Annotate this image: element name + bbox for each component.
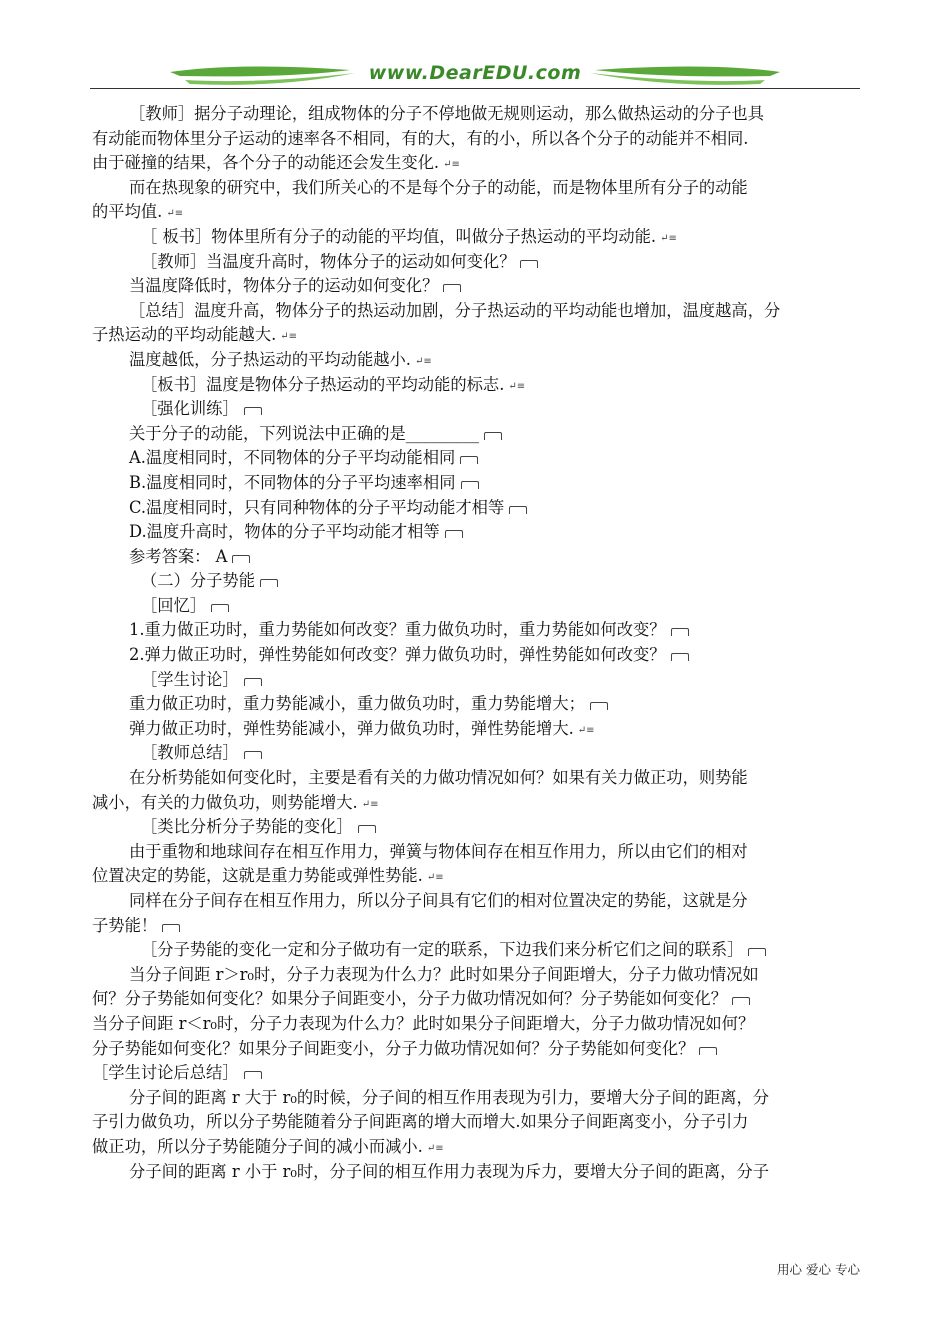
page-header [90, 58, 860, 92]
text-line [92, 545, 860, 570]
line-text: 当分子间距 r＞r₀时，分子力表现为什么力？此时如果分子间距增大，分子力做功情况如 [129, 964, 759, 984]
line-text: 位置决定的势能，这就是重力势能或弹性势能. [92, 866, 423, 886]
text-line [92, 963, 860, 988]
line-text: 子势能！ [92, 915, 158, 935]
line-break-mark-icon [358, 825, 376, 833]
paragraph-mark-icon: ↵≡ [443, 159, 460, 171]
line-break-mark-icon [244, 1071, 262, 1079]
line-text: C.温度相同时，只有同种物体的分子平均动能才相等 [129, 497, 505, 517]
line-text: 的平均值. [92, 202, 163, 222]
line-text: 重力做正功时，重力势能减小，重力做负功时，重力势能增大； [129, 694, 585, 714]
text-line [92, 176, 860, 201]
line-break-mark-icon [232, 555, 250, 563]
line-text: 在分析势能如何变化时，主要是看有关的力做功情况如何？如果有关力做正功，则势能 [129, 768, 748, 788]
text-line [92, 840, 860, 865]
line-text: 2.弹力做正功时，弹性势能如何改变？弹力做负功时，弹性势能如何改变？ [129, 645, 666, 665]
paragraph-mark-icon: ↵≡ [508, 380, 526, 392]
text-line [92, 569, 860, 594]
text-line [92, 127, 860, 152]
line-text: ［学生讨论］ [141, 669, 239, 689]
text-line [92, 225, 860, 250]
line-break-mark-icon [244, 678, 262, 686]
line-text: ［教师］当温度升高时，物体分子的运动如何变化？ [141, 251, 516, 271]
line-text: ［强化训练］ [141, 399, 239, 419]
text-line [92, 864, 860, 889]
line-text: 同样在分子间存在相互作用力，所以分子间具有它们的相对位置决定的势能，这就是分 [129, 891, 748, 910]
text-line [92, 1012, 860, 1037]
line-break-mark-icon [748, 948, 766, 956]
line-text: 由于重物和地球间存在相互作用力，弹簧与物体间存在相互作用力，所以由它们的相对 [129, 841, 748, 861]
text-line [92, 668, 860, 693]
text-line [92, 914, 860, 939]
paragraph-mark-icon: ↵≡ [660, 232, 677, 244]
line-text: 温度越低，分子热运动的平均动能越小. [129, 349, 411, 369]
line-text: ［教师总结］ [141, 743, 239, 763]
text-line [92, 496, 860, 521]
line-break-mark-icon [484, 432, 502, 440]
paragraph-mark-icon: ↵≡ [166, 208, 184, 220]
text-line [92, 594, 860, 619]
text-line [92, 643, 860, 668]
paragraph-mark-icon: ↵≡ [577, 724, 595, 736]
text-line [92, 200, 860, 225]
line-text: 减小，有关的力做负功，则势能增大. [92, 792, 358, 812]
text-line [92, 938, 860, 963]
header-divider [90, 88, 860, 89]
line-break-mark-icon [162, 924, 180, 932]
text-line [92, 446, 860, 471]
footer-slogan: 用心 爱心 专心 [777, 1262, 860, 1277]
line-text: 1.重力做正功时，重力势能如何改变？重力做负功时，重力势能如何改变？ [129, 620, 666, 640]
line-text: 分子间的距离 r 大于 r₀的时候，分子间的相互作用表现为引力，要增大分子间的距离，分 [129, 1087, 770, 1107]
line-break-mark-icon [699, 1047, 717, 1055]
document-body [92, 102, 860, 1184]
line-break-mark-icon [460, 456, 478, 464]
paragraph-mark-icon: ↵≡ [426, 1142, 444, 1154]
line-text: 由于碰撞的结果，各个分子的动能还会发生变化. [92, 153, 440, 173]
text-line [92, 1086, 860, 1111]
paragraph-mark-icon: ↵≡ [361, 798, 379, 810]
text-line [92, 987, 860, 1012]
line-text: B.温度相同时，不同物体的分子平均速率相同 [129, 472, 456, 492]
text-line [92, 151, 860, 176]
text-line [92, 766, 860, 791]
line-break-mark-icon [509, 506, 527, 514]
line-break-mark-icon [520, 260, 538, 268]
text-line [92, 1135, 860, 1160]
line-text: ［回忆］ [141, 595, 207, 615]
paragraph-mark-icon: ↵≡ [426, 872, 444, 884]
text-line [92, 397, 860, 422]
line-text: 子引力做负功，所以分子势能随着分子间距离的增大而增大.如果分子间距离变小，分子引力 [92, 1112, 749, 1132]
text-line [92, 323, 860, 348]
line-break-mark-icon [445, 530, 463, 538]
line-text: D.温度升高时，物体的分子平均动能才相等 [129, 522, 440, 542]
line-text: 分子势能如何变化？如果分子间距变小，分子力做功情况如何？分子势能如何变化？ [92, 1038, 695, 1058]
line-text: （二）分子势能 [141, 571, 255, 591]
line-break-mark-icon [443, 284, 461, 292]
text-line [92, 299, 860, 324]
text-line [92, 348, 860, 373]
line-text: 何？分子势能如何变化？如果分子间距变小，分子力做功情况如何？分子势能如何变化？ [92, 989, 727, 1009]
line-text: 当分子间距 r＜r₀时，分子力表现为什么力？此时如果分子间距增大，分子力做功情况如何？ [92, 1013, 755, 1033]
line-text: ［教师］据分子动理论，组成物体的分子不停地做无规则运动，那么做热运动的分子也具 [129, 104, 764, 123]
line-text: 子热运动的平均动能越大. [92, 325, 277, 345]
line-text: 而在热现象的研究中，我们所关心的不是每个分子的动能，而是物体里所有分子的动能 [129, 177, 748, 197]
text-line [92, 1110, 860, 1135]
line-text: ［类比分析分子势能的变化］ [141, 817, 353, 837]
line-break-mark-icon [590, 702, 608, 710]
line-text: 弹力做正功时，弹性势能减小，弹力做负功时，弹性势能增大. [129, 718, 574, 738]
line-break-mark-icon [211, 604, 229, 612]
text-line [92, 520, 860, 545]
text-line [92, 250, 860, 275]
line-break-mark-icon [244, 751, 262, 759]
paragraph-mark-icon: ↵≡ [280, 331, 298, 343]
text-line [92, 1061, 860, 1086]
text-line [92, 422, 860, 447]
text-line [92, 791, 860, 816]
line-text: ［学生讨论后总结］ [92, 1063, 239, 1083]
line-break-mark-icon [244, 407, 262, 415]
line-text: 分子间的距离 r 小于 r₀时，分子间的相互作用力表现为斥力，要增大分子间的距离，分子 [129, 1161, 770, 1181]
line-text: 参考答案： A [129, 546, 228, 566]
line-break-mark-icon [671, 653, 689, 661]
line-text: ［板书］温度是物体分子热运动的平均动能的标志. [141, 374, 505, 394]
line-text: ［分子势能的变化一定和分子做功有一定的联系，下边我们来分析它们之间的联系］ [141, 940, 744, 960]
line-text: 关于分子的动能，下列说法中正确的是_________ [129, 423, 480, 443]
site-logo-text[interactable]: www.DearEDU.com [368, 62, 582, 84]
line-text: 有动能而物体里分子运动的速率各不相同，有的大，有的小，所以各个分子的动能并不相同. [92, 128, 749, 148]
text-line [92, 692, 860, 717]
text-line [92, 815, 860, 840]
text-line [92, 102, 860, 127]
text-line [92, 741, 860, 766]
line-text: 当温度降低时，物体分子的运动如何变化？ [129, 276, 439, 296]
line-text: A.温度相同时，不同物体的分子平均动能相同 [129, 448, 456, 468]
text-line [92, 717, 860, 742]
line-break-mark-icon [461, 481, 479, 489]
paragraph-mark-icon: ↵≡ [414, 355, 432, 367]
text-line [92, 373, 860, 398]
text-line [92, 1160, 860, 1185]
line-text: ［总结］温度升高，物体分子的热运动加剧，分子热运动的平均动能也增加，温度越高，分 [129, 300, 781, 320]
line-text: 做正功，所以分子势能随分子间的减小而减小. [92, 1136, 423, 1156]
line-text: ［ 板书］物体里所有分子的动能的平均值，叫做分子热运动的平均动能. [141, 226, 657, 246]
line-break-mark-icon [671, 628, 689, 636]
line-break-mark-icon [260, 579, 278, 587]
text-line [92, 471, 860, 496]
text-line [92, 274, 860, 299]
text-line [92, 1037, 860, 1062]
line-break-mark-icon [732, 997, 750, 1005]
text-line [92, 889, 860, 914]
text-line [92, 618, 860, 643]
